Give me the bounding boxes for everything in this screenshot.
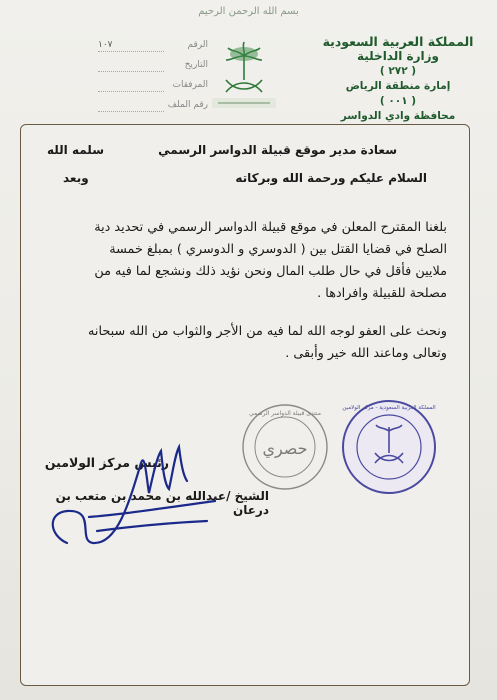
- governorate-name: محافظة وادي الدواسر: [340, 110, 456, 122]
- letter-frame: [20, 124, 470, 686]
- emirate-name: إمارة منطقة الرياض: [345, 80, 451, 92]
- paragraph-1-line-1: بلغنا المقترح المعلن في موقع قبيلة الدواسر الرسمي في تحديد دية: [94, 220, 447, 235]
- forum-stamp-center: حصري: [262, 439, 308, 458]
- signatory-name: الشيخ /عبدالله بن محمد بن متعب بن درعان: [55, 489, 269, 517]
- greeting: السلام عليكم ورحمة الله وبركاته: [235, 171, 427, 185]
- paragraph-1: [37, 217, 447, 305]
- ref-date-row: [98, 60, 208, 74]
- ministry-code: ( ٢٧٢ ): [379, 65, 417, 77]
- ref-number-value: ١٠٧: [98, 40, 113, 50]
- ref-number-label: الرقم: [187, 40, 208, 50]
- letterhead: [313, 34, 483, 124]
- official-stamp-icon: [339, 397, 439, 497]
- paragraph-2-line-1: ونحث على العفو لوجه الله لما فيه من الأجر والثواب من الله سبحانه: [88, 324, 447, 339]
- paragraph-1-line-4: مصلحة للقبيلة وافرادها .: [317, 286, 447, 301]
- signatory-title: رئيس مركز الولامين: [44, 455, 169, 470]
- paragraph-2-line-2: وتعالى وماعند الله خير وأبقى .: [285, 346, 447, 361]
- handwritten-signature: [37, 423, 227, 563]
- after-greeting: وبعد: [63, 171, 89, 185]
- ref-file-row: [98, 100, 208, 114]
- forum-stamp-icon: [239, 401, 331, 493]
- paragraph-1-line-2: الصلح في قضايا القتل بين ( الدوسري و الدوسري ) بمبلغ خمسة: [109, 242, 447, 257]
- forum-stamp-ring-text: منتدى قبيلة الدواسر الرسمي: [249, 410, 321, 417]
- ref-attachments-row: [98, 80, 208, 94]
- addressee: سعادة مدير موقع قبيلة الدواسر الرسمي: [158, 143, 397, 157]
- saudi-emblem-icon: [212, 36, 276, 108]
- ministry-name: وزارة الداخلية: [356, 49, 440, 63]
- ref-file-label: رقم الملف: [167, 100, 208, 110]
- paragraph-2: [37, 321, 447, 365]
- paragraph-1-line-3: ملايين فأقل في حال طلب المال ونحن نؤيد ذلك ونشجع لما فيه من: [94, 264, 447, 279]
- emirate-code: ( ٠٠١ ): [379, 95, 417, 107]
- basmala: بسم الله الرحمن الرحيم: [198, 6, 299, 17]
- ref-attachments-label: المرفقات: [172, 80, 208, 90]
- official-stamp-ring-text: المملكة العربية السعودية - مركز الولامين: [342, 405, 436, 411]
- ref-number-row: [98, 40, 208, 54]
- blessing: سلمه الله: [47, 143, 104, 157]
- ref-date-label: التاريخ: [184, 60, 208, 70]
- country-name: المملكة العربية السعودية: [322, 34, 474, 49]
